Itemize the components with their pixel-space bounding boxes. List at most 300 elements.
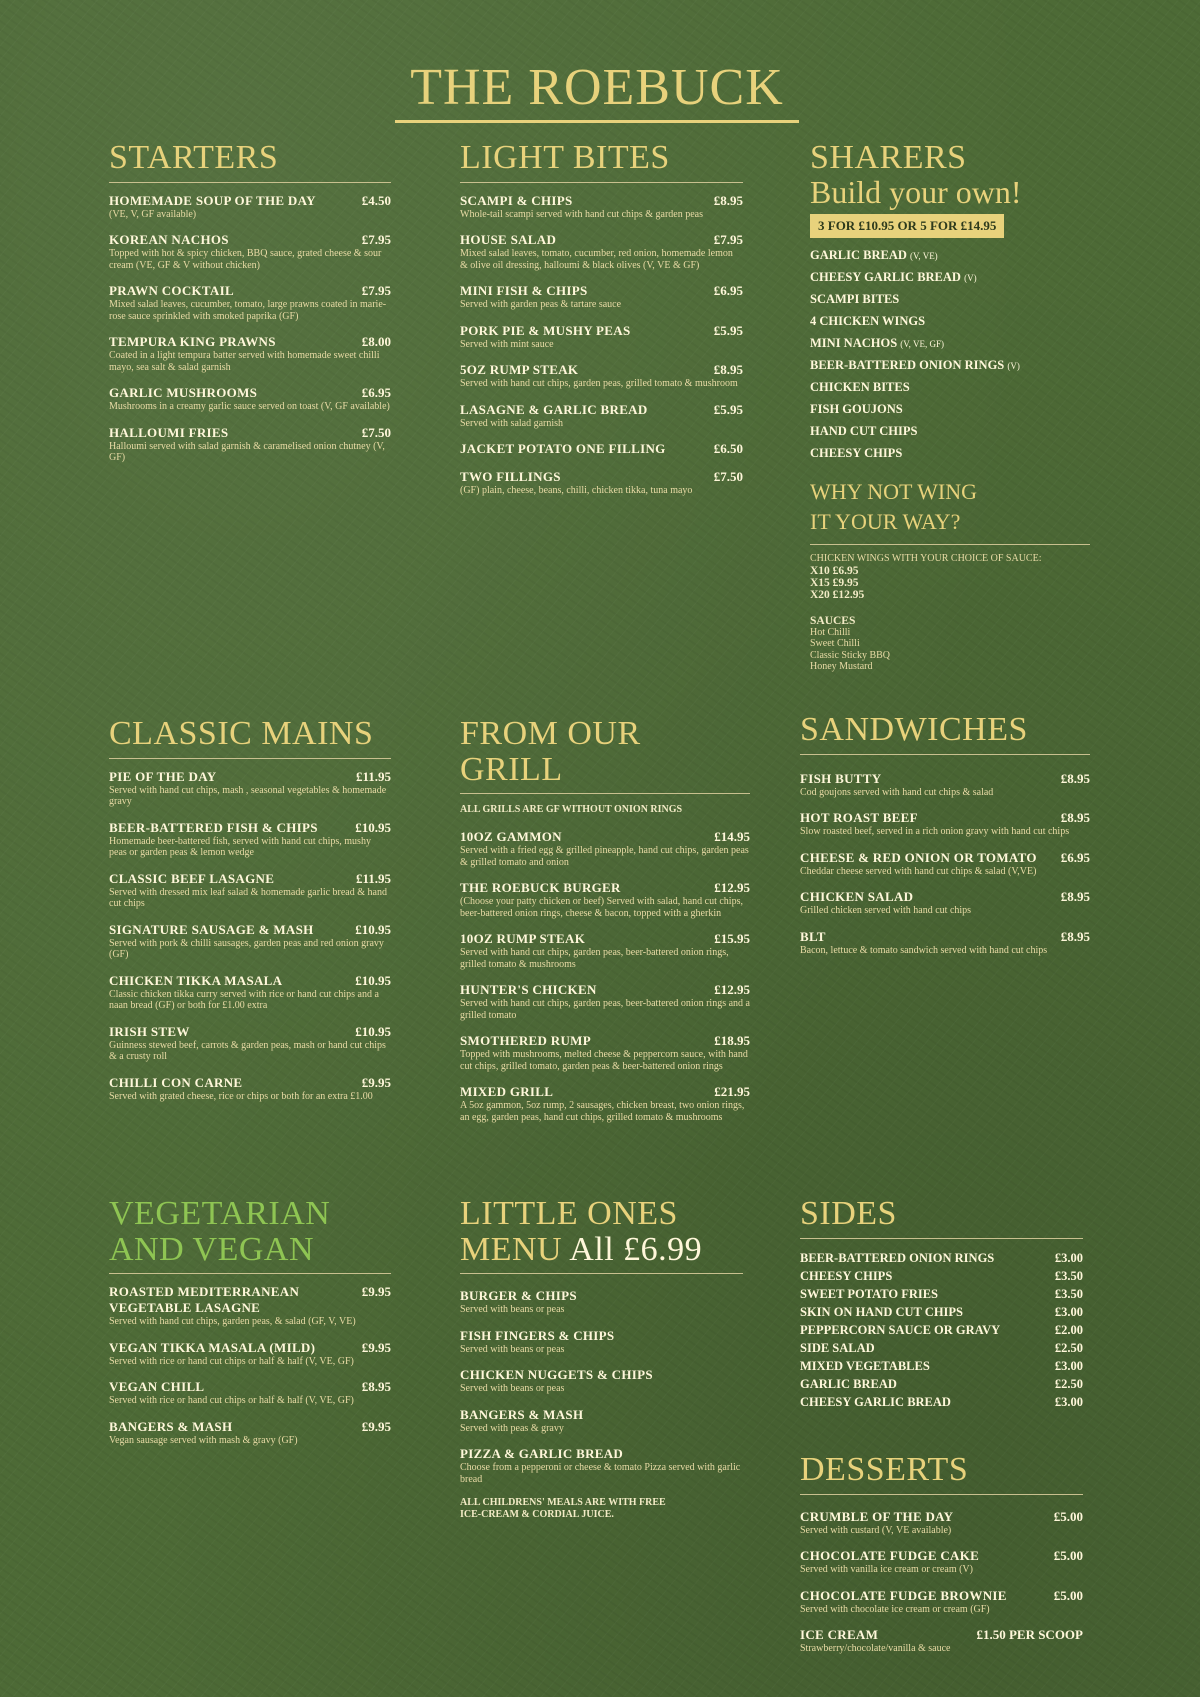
section-heading: STARTERS [109,139,279,176]
menu-item-price: £11.95 [355,870,391,886]
menu-item [460,1328,743,1356]
menu-item-description: Served with chocolate ice cream or cream (GF) [800,1603,990,1615]
menu-item-name: TWO FILLINGS [460,469,561,485]
section-heading: SHARERS [810,139,967,176]
menu-item [460,880,750,919]
menu-item-price: £7.50 [361,424,391,440]
side-item [800,1359,1083,1374]
section-heading: DESSERTS [800,1451,969,1488]
menu-item-name: SMOTHERED RUMP [460,1033,591,1049]
sharer-item-tag: (V, VE, GF) [900,338,944,349]
menu-item-name: MINI FISH & CHIPS [460,283,588,299]
menu-item-name: CHOCOLATE FUDGE CAKE [800,1548,980,1564]
side-item-price: £3.00 [1054,1358,1083,1373]
menu-item-description: Cheddar cheese served with hand cut chips & salad (V,VE) [800,865,1037,877]
menu-item [109,425,391,464]
menu-item-price: £6.95 [1060,849,1090,865]
menu-item-name: MIXED GRILL [460,1084,554,1100]
menu-item-row [460,1367,743,1383]
menu-item-row [800,1509,1083,1525]
menu-item-name: BANGERS & MASH [460,1406,584,1422]
menu-item-description: Topped with hot & spicy chicken, BBQ sauce, grated cheese & sour cream (VE, GF & V without chicken) [109,248,382,271]
sauce-item: Classic Sticky BBQ [810,649,891,661]
menu-item-description: Strawberry/chocolate/vanilla & sauce [800,1643,951,1655]
menu-item-description: Served with dressed mix leaf salad & homemade garlic bread & hand cut chips [109,886,387,910]
menu-item-name: FISH BUTTY [800,770,882,786]
divider [460,182,743,183]
menu-item-name: HALLOUMI FRIES [109,424,229,440]
menu-item [460,441,743,457]
menu-item-price: £10.95 [355,819,391,835]
menu-item [109,232,391,271]
menu-item [460,193,743,221]
menu-item-description: Guinness stewed beef, carrots & garden peas, mash or hand cut chips & a crusty roll [109,1039,386,1063]
menu-item-row [460,1407,743,1423]
menu-item-price: £8.95 [1060,770,1090,786]
menu-item-name: CHILLI CON CARNE [109,1074,243,1090]
sharers-list [810,248,1090,461]
menu-item-price: £5.95 [713,401,743,417]
sharer-item [810,270,1090,285]
side-item [800,1287,1083,1302]
light-bites-list [460,193,743,497]
wing-price: X20 £12.95 [810,588,865,601]
menu-title: THE ROEBUCK [410,59,784,116]
sandwiches-list [800,771,1090,957]
menu-item-name: CHICKEN SALAD [800,889,914,905]
menu-item-row [800,1588,1083,1604]
menu-item-name: CLASSIC BEEF LASAGNE [109,870,275,886]
divider [109,1273,391,1274]
side-item-price: £3.00 [1054,1304,1083,1319]
menu-item-name: FISH FINGERS & CHIPS [460,1327,615,1343]
sharer-item-tag: (V, VE) [910,250,938,261]
sharer-item [810,380,1090,395]
side-item [800,1323,1083,1338]
desserts-list [800,1509,1083,1655]
sharer-item [810,336,1090,351]
menu-item [460,469,743,497]
wing-prices [810,565,1090,601]
menu-item [460,1446,743,1485]
menu-item-row [800,771,1090,787]
menu-item-price: £11.95 [355,768,391,784]
side-item [800,1395,1083,1410]
menu-item-price: £8.95 [713,362,743,378]
section-heading [460,1196,743,1267]
side-item-name: MIXED VEGETABLES [800,1358,930,1373]
divider [810,544,1090,545]
divider [800,754,1090,755]
menu-item-name: HUNTER'S CHICKEN [460,982,597,998]
menu-item-name: SIGNATURE SAUSAGE & MASH [109,921,314,937]
menu-item-description: Choose from a pepperoni or cheese & tomato Pizza served with garlic bread [460,1462,741,1485]
menu-item-price: £18.95 [714,1033,750,1049]
sides-section [800,1196,1083,1413]
sharer-item-name: HAND CUT CHIPS [810,423,918,438]
side-item [800,1305,1083,1320]
menu-item-name: ICE CREAM [800,1627,879,1643]
grill-list [460,829,750,1123]
divider [109,758,391,759]
menu-item-description: Served with grated cheese, rice or chips or both for an extra £1.00 [109,1090,373,1102]
menu-item-description: Served with rice or hand cut chips or half & half (V, VE, GF) [109,1395,354,1407]
little-ones-heading-line-2: MENU [460,1230,563,1268]
desserts-section [800,1452,1083,1667]
menu-item-description: Served with salad garnish [460,417,564,429]
side-item [800,1377,1083,1392]
menu-item-description: Topped with mushrooms, melted cheese & peppercorn sauce, with hand cut chips, grilled tomato, garden peas & beer-battered onion rings [460,1049,748,1072]
side-item-price: £2.50 [1054,1340,1083,1355]
menu-item-description: Mushrooms in a creamy garlic sauce served on toast (V, GF available) [109,401,390,413]
menu-item-row [109,871,391,887]
menu-item-row [460,829,750,845]
menu-item-name: CHICKEN NUGGETS & CHIPS [460,1367,653,1383]
menu-item-name: HOUSE SALAD [460,232,557,248]
menu-item-name: IRISH STEW [109,1023,190,1039]
menu-item-row [109,1379,391,1395]
menu-item-price: £7.95 [361,232,391,248]
sharers-subheading: Build your own! [810,173,1022,210]
starters-section [109,140,391,476]
menu-item-row [460,232,743,248]
menu-item-price: £10.95 [355,921,391,937]
sharer-item-name: BEER-BATTERED ONION RINGS [810,357,1005,372]
menu-item-description: Served with hand cut chips, garden peas, & salad (GF, V, VE) [109,1316,356,1328]
menu-item-description: Served with hand cut chips, mash , seasonal vegetables & homemade gravy [109,784,387,808]
wing-heading-line-1: WHY NOT WING [810,478,978,504]
menu-item-row [460,1084,750,1100]
menu-item-description: Served with beans or peas [460,1343,565,1355]
menu-item-price: £8.95 [713,192,743,208]
side-item-name: SKIN ON HAND CUT CHIPS [800,1304,963,1319]
menu-item-price: £12.95 [714,982,750,998]
divider [800,1238,1083,1239]
side-item [800,1269,1083,1284]
menu-item-name: HOT ROAST BEEF [800,810,918,826]
menu-item-name: KOREAN NACHOS [109,232,229,248]
menu-item-description: Served with a fried egg & grilled pineapple, hand cut chips, garden peas & grilled tomato and onion [460,845,749,868]
menu-item [109,820,391,859]
menu-item-name: PIZZA & GARLIC BREAD [460,1446,624,1462]
sharer-item [810,248,1090,263]
menu-item [800,889,1090,917]
menu-item-name: PORK PIE & MUSHY PEAS [460,322,631,338]
sauce-item: Sweet Chilli [810,638,860,650]
menu-item-price: £6.95 [361,385,391,401]
menu-item-price: £7.95 [361,283,391,299]
menu-item-price: £15.95 [714,931,750,947]
sharer-item [810,446,1090,461]
menu-item-name: BANGERS & MASH [109,1418,233,1434]
menu-item-name: 10OZ RUMP STEAK [460,931,586,947]
side-item-name: CHEESY CHIPS [800,1268,893,1283]
menu-item [109,334,391,373]
menu-item-row [800,1627,1083,1643]
menu-item-name: THE ROEBUCK BURGER [460,880,621,896]
menu-item-description: Served with hand cut chips, garden peas, beer-battered onion rings and a grilled tomato [460,998,750,1021]
side-item-name: SIDE SALAD [800,1340,875,1355]
menu-item-price: £8.95 [361,1379,391,1395]
divider [109,182,391,183]
menu-item [460,829,750,868]
grill-section [460,716,750,1135]
little-ones-list [460,1288,743,1485]
menu-item [800,771,1090,799]
sauce-item: Hot Chilli [810,626,851,638]
side-item-name: PEPPERCORN SAUCE OR GRAVY [800,1322,1001,1337]
menu-item-price: £12.95 [714,880,750,896]
menu-item [800,1588,1083,1616]
menu-item-row [460,1328,743,1344]
menu-item-description: Served with mint sauce [460,338,554,350]
sharer-item [810,292,1090,307]
sharer-item-name: CHEESY GARLIC BREAD [810,269,961,284]
menu-item-row [109,1075,391,1091]
menu-item-description: Homemade beer-battered fish, served with hand cut chips, mushy peas or garden peas & lemon wedge [109,835,371,859]
side-item-price: £3.50 [1054,1286,1083,1301]
sharer-item [810,314,1090,329]
wing-heading [810,477,1090,539]
menu-item [800,1548,1083,1576]
menu-item-description: Served with beans or peas [460,1383,565,1395]
sharer-item [810,424,1090,439]
menu-item-row [460,1033,750,1049]
wing-heading-line-2: IT YOUR WAY? [810,509,961,535]
menu-item-row [460,1446,743,1462]
wing-price: X15 £9.95 [810,576,859,589]
menu-item-description: Served with garden peas & tartare sauce [460,299,622,311]
menu-item [460,1033,750,1072]
side-item-price: £2.00 [1054,1322,1083,1337]
menu-item [800,1627,1083,1655]
sharer-item-name: CHICKEN BITES [810,379,910,394]
menu-item-description: Served with rice or hand cut chips or half & half (V, VE, GF) [109,1355,354,1367]
sharers-price-badge: 3 FOR £10.95 OR 5 FOR £14.95 [810,214,1004,238]
menu-item [460,931,750,970]
menu-item [460,982,750,1021]
menu-item-row [109,973,391,989]
menu-item-description: Served with vanilla ice cream or cream (V) [800,1564,973,1576]
menu-item-name: HOMEMADE SOUP OF THE DAY [109,192,316,208]
menu-item-row [109,769,391,785]
menu-item [460,323,743,351]
little-ones-footer: ALL CHILDRENS' MEALS ARE WITH FREE ICE-CREAM & CORDIAL JUICE. [460,1497,666,1520]
menu-item-price: £8.00 [361,334,391,350]
menu-item-row [460,441,743,457]
section-heading [109,1196,391,1267]
menu-item-row [460,1288,743,1304]
side-item-name: GARLIC BREAD [800,1376,897,1391]
menu-item-name: TEMPURA KING PRAWNS [109,334,276,350]
menu-item-description: Served with hand cut chips, garden peas, beer-battered onion rings, grilled tomato & mushrooms [460,947,729,970]
menu-item [800,850,1090,878]
menu-item-row [800,850,1090,866]
menu-item [460,1084,750,1123]
sharer-item-name: CHEESY CHIPS [810,445,903,460]
sauces-heading: SAUCES [810,614,856,627]
sharer-item-name: GARLIC BREAD [810,247,907,262]
section-heading: SANDWICHES [800,711,1028,748]
menu-item-description: A 5oz gammon, 5oz rump, 2 sausages, chicken breast, two onion rings, an egg, garden peas, hand cut chips, grilled tomato & mushrooms [460,1100,745,1123]
sharer-item-name: 4 CHICKEN WINGS [810,313,926,328]
sharer-item-name: FISH GOUJONS [810,401,903,416]
menu-item-price: £4.50 [361,192,391,208]
divider [460,793,750,794]
sharer-item-name: SCAMPI BITES [810,291,900,306]
menu-item-price: £9.95 [361,1339,391,1355]
menu-item-description: Classic chicken tikka curry served with rice or hand cut chips and a naan bread (GF) or both for £1.00 extra [109,988,379,1012]
menu-item [800,929,1090,957]
menu-item-description: Mixed salad leaves, tomato, cucumber, red onion, homemade lemon & olive oil dressing, halloumi & black olives (V, VE & GF) [460,248,733,271]
menu-item-description: Whole-tail scampi served with hand cut chips & garden peas [460,208,703,220]
sauce-item: Honey Mustard [810,661,873,673]
menu-item-price: £8.95 [1060,889,1090,905]
menu-item-row [460,323,743,339]
menu-item [109,1075,391,1103]
menu-item-description: Vegan sausage served with mash & gravy (GF) [109,1434,298,1446]
menu-item-name: JACKET POTATO ONE FILLING [460,441,666,457]
side-item-name: CHEESY GARLIC BREAD [800,1394,951,1409]
menu-item [460,362,743,390]
menu-item-description: Bacon, lettuce & tomato sandwich served with hand cut chips [800,944,1048,956]
menu-item [109,769,391,808]
menu-item [800,1509,1083,1537]
light-bites-section [460,140,743,509]
menu-item-row [460,931,750,947]
little-ones-section [460,1196,743,1520]
menu-item [460,1407,743,1435]
menu-item-description: Served with beans or peas [460,1304,565,1316]
little-ones-price: All £6.99 [569,1230,703,1268]
sharers-section [810,140,1090,673]
side-item-price: £3.50 [1054,1268,1083,1283]
menu-item-row [109,232,391,248]
sharer-item [810,358,1090,373]
vegetarian-heading-line-2: AND VEGAN [109,1230,315,1268]
menu-item-price: £10.95 [355,1023,391,1039]
section-heading: SIDES [800,1195,897,1232]
menu-item-row [460,362,743,378]
side-item-name: SWEET POTATO FRIES [800,1286,939,1301]
side-item-price: £3.00 [1054,1394,1083,1409]
menu-item-row [800,1548,1083,1564]
menu-item [109,1419,391,1447]
menu-item-name: 5OZ RUMP STEAK [460,362,579,378]
menu-item-row [109,1340,391,1356]
sandwiches-section [800,712,1090,968]
menu-item-price: £6.50 [713,441,743,457]
menu-item-description: Served with hand cut chips, garden peas, grilled tomato & mushroom [460,378,738,390]
menu-item-name: GARLIC MUSHROOMS [109,385,258,401]
menu-item [460,283,743,311]
menu-item-row [109,385,391,401]
menu-item [460,232,743,271]
section-heading: LIGHT BITES [460,139,670,176]
menu-item-row [460,283,743,299]
side-item [800,1251,1083,1266]
menu-item-name: BURGER & CHIPS [460,1288,577,1304]
divider [800,1494,1083,1495]
menu-item-name: ROASTED MEDITERRANEAN VEGETABLE LASAGNE [109,1284,300,1316]
sides-list [800,1251,1083,1410]
menu-item [109,193,391,221]
menu-item-price: £14.95 [714,829,750,845]
menu-item [460,1288,743,1316]
menu-item-price: £10.95 [355,972,391,988]
vegetarian-heading-line-1: VEGETARIAN [109,1195,331,1232]
menu-item-name: VEGAN CHILL [109,1379,205,1395]
menu-item-price: £9.95 [361,1284,391,1300]
vegetarian-list [109,1284,391,1446]
menu-item-description: Grilled chicken served with hand cut chips [800,905,972,917]
menu-item-name: PRAWN COCKTAIL [109,283,234,299]
menu-item-description: Served with custard (V, VE available) [800,1524,952,1536]
grill-note: ALL GRILLS ARE GF WITHOUT ONION RINGS [460,804,683,816]
menu-item-name: VEGAN TIKKA MASALA (MILD) [109,1339,316,1355]
starters-list [109,193,391,464]
menu-item-price: £21.95 [714,1084,750,1100]
menu-item-price: £5.95 [713,322,743,338]
title-underline [395,120,799,123]
divider [460,1273,743,1274]
wing-intro: CHICKEN WINGS WITH YOUR CHOICE OF SAUCE: [810,553,1042,565]
menu-item-row [109,1419,391,1435]
menu-item-description: Coated in a light tempura batter served with homemade sweet chilli mayo, sea salt & salad garnish [109,350,380,373]
menu-item-price: £9.95 [361,1418,391,1434]
menu-item-row [460,402,743,418]
menu-item-name: BEER-BATTERED FISH & CHIPS [109,819,318,835]
menu-item [109,283,391,322]
menu-item-description: (Choose your patty chicken or beef) Served with salad, hand cut chips, beer-battered onion rings, cheese & bacon, topped with a gherkin [460,896,743,919]
menu-item-row [460,982,750,998]
menu-item-row [109,1024,391,1040]
section-heading: CLASSIC MAINS [109,715,374,752]
side-item-price: £3.00 [1054,1250,1083,1265]
menu-item-price: £5.00 [1053,1508,1083,1524]
menu-item-name: CHICKEN TIKKA MASALA [109,972,283,988]
menu-item-description: (VE, V, GF available) [109,208,197,220]
little-ones-heading-line-1: LITTLE ONES [460,1195,678,1232]
menu-item-description: Cod goujons served with hand cut chips & salad [800,786,994,798]
menu-item-row [109,425,391,441]
menu-item [109,973,391,1012]
menu-item [109,1379,391,1407]
menu-item-description: Mixed salad leaves, cucumber, tomato, large prawns coated in marie-rose sauce sprinkled with smoked paprika (GF) [109,299,387,322]
menu-item [109,1024,391,1063]
menu-item-price: £5.00 [1053,1548,1083,1564]
sharer-item-tag: (V) [964,272,977,283]
menu-item-name: SCAMPI & CHIPS [460,192,573,208]
sauces-list [810,627,1090,673]
menu-item-row [800,889,1090,905]
classic-mains-list [109,769,391,1103]
menu-item-name: CRUMBLE OF THE DAY [800,1508,954,1524]
menu-item [460,402,743,430]
menu-item-row [460,193,743,209]
menu-item-row [109,922,391,938]
menu-item-description: Slow roasted beef, served in a rich onion gravy with hand cut chips [800,826,1070,838]
menu-item-name: CHEESE & RED ONION OR TOMATO [800,849,1037,865]
menu-item-price: £9.95 [361,1074,391,1090]
sharer-item-name: MINI NACHOS [810,335,898,350]
menu-item-price: £5.00 [1053,1587,1083,1603]
sharer-item-tag: (V) [1007,360,1020,371]
menu-item-row [109,193,391,209]
sharer-item [810,402,1090,417]
menu-item-name: BLT [800,928,826,944]
menu-item-price: £7.50 [713,469,743,485]
